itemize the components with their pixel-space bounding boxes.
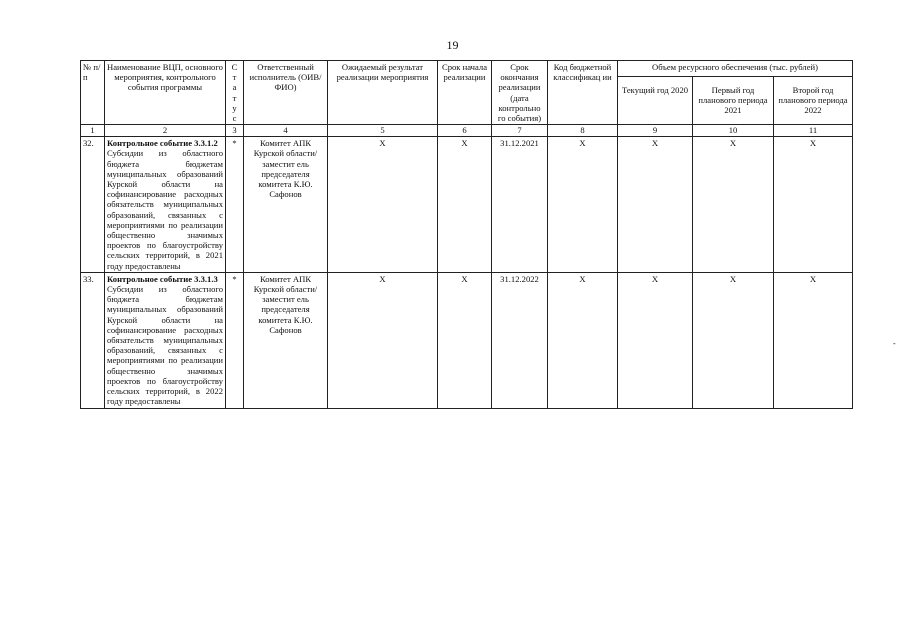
start-value: Х	[438, 137, 492, 273]
funding-2021: Х	[693, 137, 774, 273]
page-number: 19	[446, 38, 459, 52]
header-funding-group: Объем ресурсного обеспечения (тыс. рублей)	[618, 61, 853, 77]
table-row	[81, 272, 853, 408]
executor-value: Комитет АПК Курской области/заместит ель председателя комитета К.Ю. Сафонов	[244, 137, 328, 273]
header-row-1	[81, 61, 853, 77]
status-letter: т	[232, 92, 237, 103]
end-value: 31.12.2021	[492, 137, 548, 273]
header-executor: Ответственный исполнитель (ОИВ/ФИО)	[244, 61, 328, 125]
event-title: Контрольное событие 3.3.1.3	[107, 273, 218, 284]
funding-2020: Х	[618, 272, 693, 408]
column-number: 7	[492, 125, 548, 137]
executor-value: Комитет АПК Курской области/заместит ель председателя комитета К.Ю. Сафонов	[244, 272, 328, 408]
funding-2020: Х	[618, 137, 693, 273]
header-2020: Текущий год 2020	[618, 76, 693, 124]
header-num: № п/ п	[81, 61, 105, 125]
event-description: Субсидии из областного бюджета бюджетам муниципальных образований Курской области на софинансирование расходных обязательств муниципальных образований, связанных с мероприятиями по реализации общественно значимых проектов по благоустройству сельских территорий, в 2022 году предоставлены	[107, 284, 223, 407]
status-letter: т	[232, 72, 237, 83]
code-value: Х	[548, 272, 618, 408]
header-end: Срок окончания реализации (дата контрольно го события)	[492, 61, 548, 125]
result-value: Х	[328, 272, 438, 408]
margin-mark: -	[893, 339, 896, 348]
header-2022: Второй год планового периода 2022	[774, 76, 853, 124]
program-table	[80, 60, 853, 409]
status-value: *	[226, 137, 244, 273]
funding-2022: Х	[774, 272, 853, 408]
status-value: *	[226, 272, 244, 408]
code-value: Х	[548, 137, 618, 273]
column-number: 1	[81, 125, 105, 137]
header-code: Код бюджетной классификац ии	[548, 61, 618, 125]
column-number: 2	[105, 125, 226, 137]
header-start: Срок начала реализации	[438, 61, 492, 125]
row-number: 32.	[81, 137, 105, 273]
column-number-row	[81, 125, 853, 137]
column-number: 4	[244, 125, 328, 137]
header-status	[226, 61, 244, 125]
column-number: 9	[618, 125, 693, 137]
header-name: Наименование ВЦП, основного мероприятия, контрольного события программы	[105, 61, 226, 125]
status-letter: с	[232, 113, 237, 124]
table-row	[81, 137, 853, 273]
result-value: Х	[328, 137, 438, 273]
event-title: Контрольное событие 3.3.1.2	[107, 138, 218, 149]
column-number: 8	[548, 125, 618, 137]
event-name	[105, 272, 226, 408]
status-letter: а	[232, 82, 237, 93]
column-number: 10	[693, 125, 774, 137]
column-number: 6	[438, 125, 492, 137]
event-description: Субсидии из областного бюджета бюджетам муниципальных образований Курской области на софинансирование расходных обязательств муниципальных образований, связанных с мероприятиями по реализации общественно значимых проектов по благоустройству сельских территорий, в 2021 году предоставлены	[107, 148, 223, 271]
status-letter: у	[232, 102, 237, 113]
row-number: 33.	[81, 272, 105, 408]
event-name	[105, 137, 226, 273]
column-number: 5	[328, 125, 438, 137]
funding-2022: Х	[774, 137, 853, 273]
funding-2021: Х	[693, 272, 774, 408]
header-result: Ожидаемый результат реализации мероприятия	[328, 61, 438, 125]
column-number: 3	[226, 125, 244, 137]
status-letter: С	[231, 62, 238, 72]
header-2021: Первый год планового периода 2021	[693, 76, 774, 124]
start-value: Х	[438, 272, 492, 408]
column-number: 11	[774, 125, 853, 137]
end-value: 31.12.2022	[492, 272, 548, 408]
